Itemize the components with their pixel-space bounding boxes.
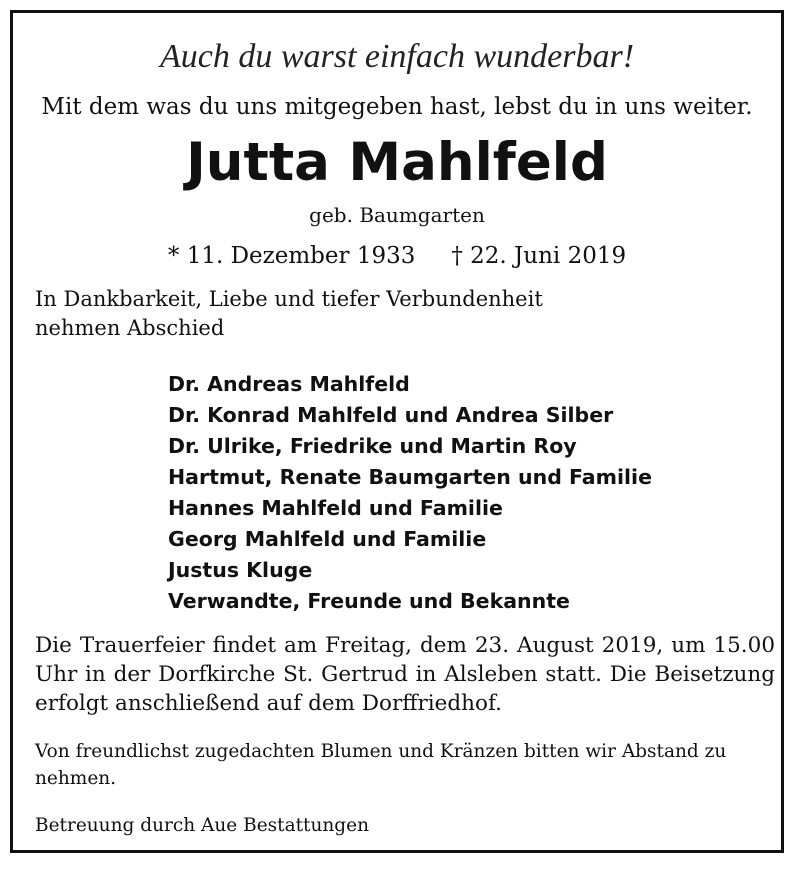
intro-line: nehmen Abschied	[35, 316, 225, 340]
death-date: † 22. Juni 2019	[451, 243, 627, 269]
mourners-list	[168, 369, 652, 617]
undertaker-note: Betreuung durch Aue Bestattungen	[35, 815, 370, 836]
mourner: Justus Kluge	[168, 558, 313, 582]
mourner: Verwandte, Freunde und Bekannte	[168, 589, 570, 613]
mourner: Dr. Ulrike, Friedrike und Martin Roy	[168, 434, 577, 458]
flowers-note: Von freundlichst zugedachten Blumen und Kränzen bitten wir Abstand zu nehmen.	[35, 741, 727, 789]
ceremony-info: Die Trauerfeier findet am Freitag, dem 23. August 2019, um 15.00 Uhr in der Dorfkirche St. Gertrud in Alsleben statt. Die Beisetzung erfolgt anschließend auf dem Dorffriedhof.	[35, 633, 775, 716]
life-dates	[13, 240, 781, 272]
birth-name: geb. Baumgarten	[309, 203, 485, 227]
birth-date: * 11. Dezember 1933	[167, 243, 416, 269]
intro-line: In Dankbarkeit, Liebe und tiefer Verbundenheit	[35, 287, 543, 311]
mourner: Hartmut, Renate Baumgarten und Familie	[168, 465, 652, 489]
deceased-name: Jutta Mahlfeld	[186, 132, 608, 193]
mourner: Dr. Konrad Mahlfeld und Andrea Silber	[168, 403, 614, 427]
mourner: Hannes Mahlfeld und Familie	[168, 496, 503, 520]
mourner: Georg Mahlfeld und Familie	[168, 527, 487, 551]
obituary-notice	[10, 10, 784, 853]
mourner: Dr. Andreas Mahlfeld	[168, 372, 410, 396]
subtitle: Mit dem was du uns mitgegeben hast, lebst du in uns weiter.	[41, 94, 753, 120]
farewell-intro	[35, 285, 755, 343]
motto: Auch du warst einfach wunderbar!	[159, 38, 635, 75]
